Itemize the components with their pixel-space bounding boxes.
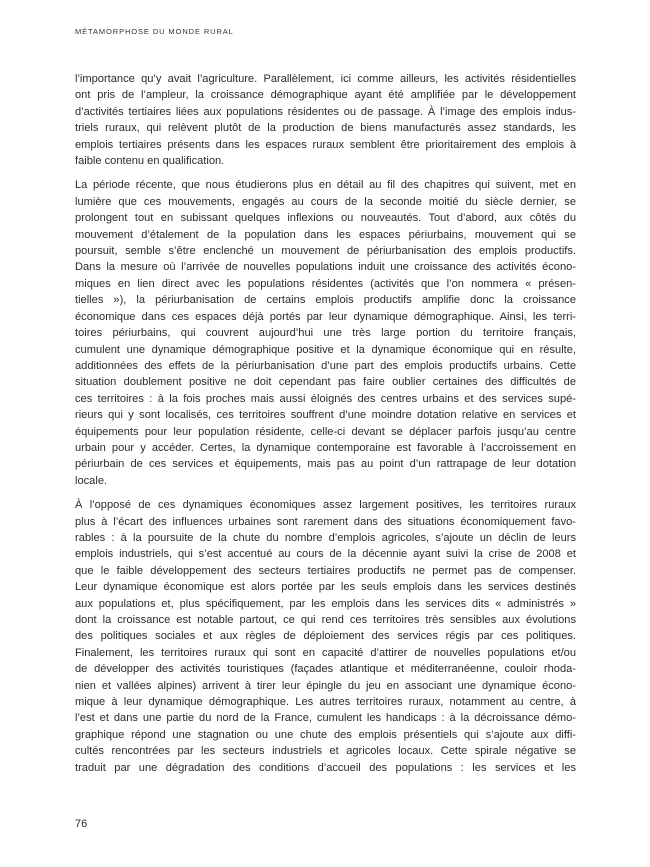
text-line: ces territoires : à la fois proches mais aussi éloignés des centres urbains et des services supé- xyxy=(75,392,576,405)
text-line: équipements pour leur population résidente, celle-ci devant se déplacer parfois jusqu’au centre xyxy=(75,425,576,438)
page-body xyxy=(75,71,576,776)
text-line: nien et vallées alpines) arrivent à tirer leur épingle du jeu en associant une dynamique écono- xyxy=(75,679,576,692)
text-line: rieurs qui y sont localisés, ces territoires souffrent d’une moindre dotation relative en services et xyxy=(75,409,576,422)
running-header: MÉTAMORPHOSE DU MONDE RURAL xyxy=(75,27,234,36)
text-line: économique dans ces espaces déjà portés par leur dynamique démographique. Ainsi, les terri- xyxy=(75,310,576,323)
text-line: que le faible développement des secteurs tertiaires productifs ne permet pas de compenser. xyxy=(75,564,576,577)
text-line: rables : à la poursuite de la chute du nombre d’emplois agricoles, s’ajoute un déclin de leurs xyxy=(75,531,576,544)
text-line: toires périurbains, qui couvrent aujourd’hui une très large portion du territoire français, xyxy=(75,327,576,340)
text-line: l’importance qu’y avait l’agriculture. Parallèlement, ici comme ailleurs, les activités résidentielles xyxy=(75,73,576,85)
text-line: La période récente, que nous étudierons plus en détail au fil des chapitres qui suivent, met en xyxy=(75,179,576,192)
paragraph-3 xyxy=(75,497,576,776)
text-line: triels ruraux, qui relèvent plutôt de la production de biens manufacturés assez standards, les xyxy=(75,122,576,135)
text-line: lumière que ces mouvements, engagés au cours de la seconde moitié du siècle dernier, se xyxy=(75,195,576,208)
text-line: Finalement, les territoires ruraux qui sont en capacité d’attirer de nouvelles populations et/ou xyxy=(75,646,576,659)
text-line: de développer des activités touristiques (façades atlantique et méditerranéenne, couloir rhoda- xyxy=(75,663,576,676)
text-line: miques en lien direct avec les populations résidentes (activités que l’on nommera « présen- xyxy=(75,277,576,290)
text-line: mouvement d’étalement de la population dans les espaces périurbains, mouvement qui se xyxy=(75,228,576,241)
text-line: tielles »), la périurbanisation de certains emplois productifs amplifie donc la croissance xyxy=(75,294,576,307)
text-line: périurbain de ces services et équipements, mais pas au point d’un rattrapage de leur dotation xyxy=(75,458,576,471)
text-line: À l’opposé de ces dynamiques économiques assez largement positives, les territoires ruraux xyxy=(75,499,576,512)
paragraph-1 xyxy=(75,71,576,169)
text-line: emplois tertiaires présents dans les espaces ruraux semblent être prioritairement des emplois à xyxy=(75,138,576,151)
text-line: cumulent une dynamique démographique positive et la dynamique économique qui en résulte, xyxy=(75,343,576,356)
text-line: situation doublement positive ne doit cependant pas faire oublier certaines des difficultés de xyxy=(75,376,576,389)
text-line: poursuit, semble s’être enclenché un mouvement de périurbanisation des emplois productifs. xyxy=(75,245,576,258)
text-line: l’est et dans une partie du nord de la France, cumulent les handicaps : à la décroissance démo- xyxy=(75,712,576,725)
text-line: faible contenu en qualification. xyxy=(75,155,225,168)
text-line: plus à l’écart des influences urbaines sont rarement dans des situations économiquement favo- xyxy=(75,515,576,528)
text-line: prolongent tout en subissant quelques inflexions ou nouveautés. Tout d’abord, aux côtés du xyxy=(75,212,576,225)
page-number: 76 xyxy=(75,818,88,830)
text-line: urbain pour y accéder. Certes, la dynamique contemporaine est favorable à l’accroissement en xyxy=(75,441,576,454)
text-line: dont la croissance est notable partout, ce qui rend ces territoires très sensibles aux évolutions xyxy=(75,614,576,626)
text-line: d’activités tertiaires liées aux populations résidentes ou de passage. À l’image des emplois indus- xyxy=(75,105,576,118)
text-line: mique à leur dynamique démographique. Les autres territoires ruraux, notamment au centre, à xyxy=(75,696,576,709)
text-line: Dans la mesure où l’arrivée de nouvelles populations induit une croissance des activités écono- xyxy=(75,261,576,274)
text-line: graphique répond une stagnation ou une chute des emplois présentiels qui s’ajoute aux diffi- xyxy=(75,728,576,741)
text-line: des politiques sociales et aux règles de déploiement des services régis par ces politiques. xyxy=(75,630,576,643)
text-line: additionnées des effets de la périurbanisation d’une part des emplois productifs urbains. Cette xyxy=(75,359,576,372)
text-line: ont pris de l’ampleur, la croissance démographique ayant été amplifiée par le développement xyxy=(75,89,576,102)
text-line: aux populations et, plus spécifiquement, par les emplois dans les services dits « administrés » xyxy=(75,597,576,610)
text-line: traduit par une dégradation des conditions d’accueil des populations : les services et les xyxy=(75,761,576,774)
text-line: locale. xyxy=(75,474,108,487)
text-line: Leur dynamique économique est alors portée par les seuls emplois dans les services destinés xyxy=(75,581,576,594)
text-line: cultés rencontrées par les secteurs industriels et agricoles locaux. Cette spirale négative se xyxy=(75,745,576,758)
paragraph-2 xyxy=(75,177,576,489)
text-line: emplois industriels, qui s’est accentué au cours de la décennie ayant suivi la crise de 2008 et xyxy=(75,548,576,561)
